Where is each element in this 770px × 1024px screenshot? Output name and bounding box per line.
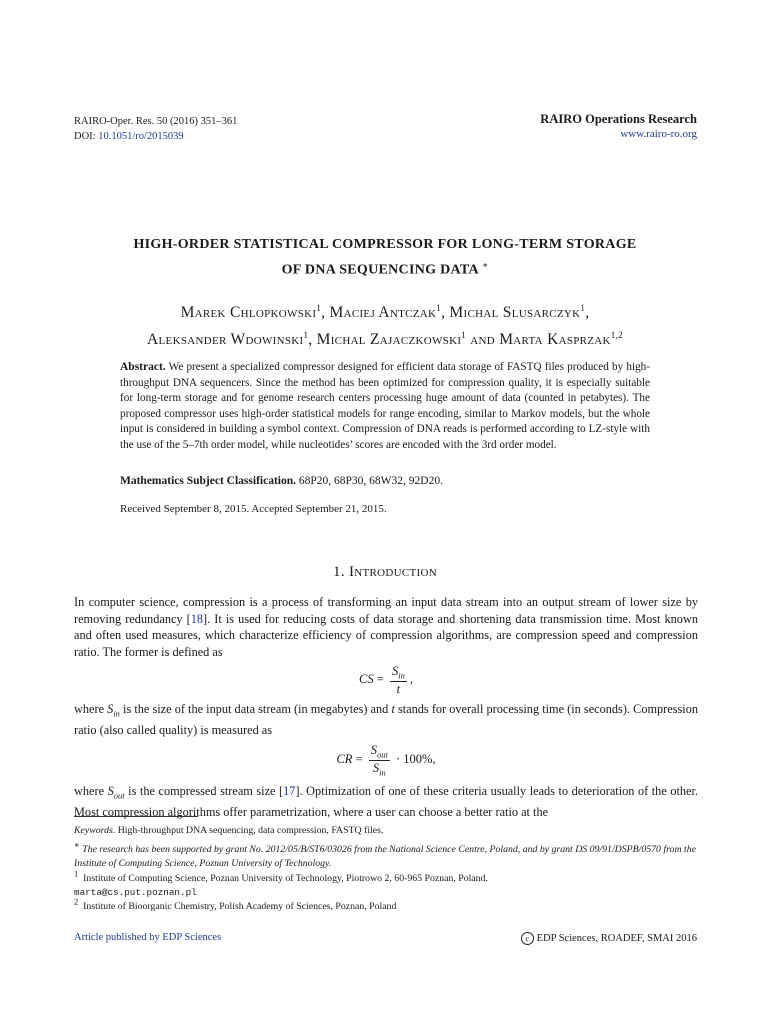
abstract-label: Abstract. bbox=[120, 361, 166, 373]
copyright-text: EDP Sciences, ROADEF, SMAI 2016 bbox=[536, 933, 697, 944]
body-paragraph bbox=[74, 701, 698, 738]
keywords-label: Keywords. bbox=[74, 825, 116, 836]
fraction-numerator bbox=[390, 664, 407, 682]
body-paragraph bbox=[74, 594, 698, 660]
affiliation-text: Institute of Bioorganic Chemistry, Polish Academy of Sciences, Poznan, Poland bbox=[83, 901, 397, 912]
author-line-1: Marek Chlopkowski$^1$, Maciej Antczak$^1$, Michal Slusarczyk$^1$, bbox=[180, 303, 590, 322]
footnote-funding bbox=[74, 839, 698, 870]
equation-lhs: CR bbox=[336, 751, 353, 766]
inline-math-sub: out bbox=[113, 790, 125, 801]
author-affiliation-mark: 1,2 bbox=[610, 330, 623, 341]
footnote-keywords bbox=[74, 824, 698, 838]
abstract-text: We present a specialized compressor designed for efficient data storage of FASTQ files produced by high-throughput DNA sequencers. Since the method has been optimized for compression quality, it is especially suitable for long-term storage and for genome research centers processing huge amount of data (counted in petabytes). The proposed compressor uses high-order statistical models for range encoding, similar to Markov models, but the whole input is considered in building a symbol context. Compression of DNA reads is performed according to LZ-style with the use of the 5–7th order model, while nucleotides’ scores are encoded with the 3rd order model. bbox=[120, 361, 650, 451]
footnote-divider bbox=[74, 816, 198, 817]
header-citation-block bbox=[74, 114, 237, 144]
keywords-text: High-throughput DNA sequencing, data compression, FASTQ files. bbox=[117, 825, 384, 836]
fraction-denominator bbox=[369, 761, 390, 778]
footnote-affiliation-1 bbox=[74, 868, 698, 899]
denominator-sub: in bbox=[379, 767, 386, 777]
numerator-var: S bbox=[370, 743, 377, 757]
paragraph-text: is the size of the input data stream (in megabytes) and bbox=[123, 702, 389, 716]
body-paragraph bbox=[74, 783, 698, 820]
author-line-2: Aleksander Wdowinski$^1$, Michal Zajaczkowski$^1$ and Marta Kasprzak$^{1,2}$ bbox=[147, 330, 623, 349]
author-affiliation-mark: 1 bbox=[580, 303, 586, 313]
copyright-notice bbox=[521, 932, 697, 945]
author-name: Michal Slusarczyk bbox=[449, 304, 581, 322]
footnote-mark: ∗ bbox=[74, 839, 80, 850]
author-affiliation-mark: 1 bbox=[303, 330, 309, 341]
inline-math-var: S bbox=[107, 784, 114, 798]
doi-line bbox=[74, 129, 237, 144]
title-line-1: HIGH-ORDER STATISTICAL COMPRESSOR FOR LONG-TERM STORAGE bbox=[133, 237, 637, 252]
footnote-mark: 2 bbox=[74, 896, 79, 907]
abstract bbox=[120, 360, 650, 453]
author-name: Michal Zajaczkowski bbox=[316, 331, 462, 349]
author-name: Marta Kasprzak bbox=[499, 331, 611, 349]
paragraph-text: ]. Optimization of one of these criteria usually leads to deterioration of the other. Most compression algorithms offer parametrization, where a user can choose a better ratio at the bbox=[74, 784, 698, 819]
section-heading bbox=[74, 564, 696, 581]
title-footnote-mark: ∗ bbox=[481, 260, 489, 270]
affiliation-text: Institute of Computing Science, Poznan University of Technology, Piotrowo 2, 60-965 Poznan, Poland. bbox=[83, 873, 488, 884]
title-line-2 bbox=[74, 255, 696, 281]
paragraph-text: where bbox=[74, 784, 105, 798]
journal-url-link[interactable]: www.rairo-ro.org bbox=[620, 128, 697, 140]
equation-compression-speed: CS = $\frac{S_{in}}{t}$ , bbox=[359, 664, 413, 696]
paragraph-text: ]. It is used for reducing costs of data storage and shortening data transmission time. Most known and often used measures, which characterize efficiency of compression algorithms, are compression speed and compression ratio. The former is defined as bbox=[74, 611, 698, 659]
msc-label: Mathematics Subject Classification. bbox=[120, 475, 296, 487]
author-affiliation-mark: 1 bbox=[436, 303, 442, 313]
author-list bbox=[74, 297, 696, 351]
inline-math-sub: in bbox=[113, 708, 120, 719]
paragraph-text: In computer science, compression is a process of transforming an input data stream into an output stream of lower size by removing redundancy [ bbox=[74, 595, 698, 626]
msc-classification bbox=[120, 474, 650, 489]
paragraph-text: is the compressed stream size [ bbox=[128, 784, 284, 798]
author-conjunction: and bbox=[470, 331, 496, 349]
inline-math-var: t bbox=[391, 702, 395, 716]
section-title: Introduction bbox=[348, 564, 437, 580]
paragraph-text: stands for overall processing time (in seconds). Compression ratio (also called quality) is measured as bbox=[74, 702, 699, 737]
paragraph-text: where bbox=[74, 702, 105, 716]
author-email[interactable]: marta@cs.put.poznan.pl bbox=[74, 886, 197, 898]
publisher-link[interactable]: Article published by EDP Sciences bbox=[74, 932, 222, 943]
section-number: 1. bbox=[333, 564, 345, 580]
footnote-affiliation-2 bbox=[74, 896, 698, 914]
numerator-sub: out bbox=[376, 749, 388, 760]
equation-compression-ratio: CR = $\frac{S_{out}}{S_{in}}$ · 100%, bbox=[336, 743, 436, 777]
equation-tail: · 100%, bbox=[395, 751, 436, 766]
doi-label: DOI: bbox=[74, 131, 96, 142]
header-journal-block bbox=[540, 112, 697, 142]
doi-link[interactable]: 10.1051/ro/2015039 bbox=[98, 131, 184, 142]
title-line-2-text: OF DNA SEQUENCING DATA bbox=[281, 262, 479, 278]
equation-fraction bbox=[390, 664, 407, 697]
journal-name: RAIRO Operations Research bbox=[540, 112, 697, 126]
msc-codes: 68P20, 68P30, 68W32, 92D20. bbox=[298, 475, 443, 487]
footnote-mark: 1 bbox=[74, 868, 79, 879]
author-affiliation-mark: 1 bbox=[316, 303, 322, 313]
received-dates: Received September 8, 2015. Accepted September 21, 2015. bbox=[120, 503, 387, 515]
fraction-numerator bbox=[369, 743, 390, 761]
author-name: Maciej Antczak bbox=[329, 304, 437, 322]
numerator-var: S bbox=[391, 664, 399, 678]
denominator-var: S bbox=[372, 760, 380, 775]
author-affiliation-mark: 1 bbox=[461, 330, 467, 341]
copyright-icon: c bbox=[521, 932, 534, 945]
inline-math-var: S bbox=[107, 702, 114, 716]
paper-title bbox=[74, 235, 696, 281]
fraction-denominator bbox=[390, 682, 407, 697]
citation-link[interactable]: 18 bbox=[190, 611, 204, 626]
journal-citation: RAIRO-Oper. Res. 50 (2016) 351–361 bbox=[74, 116, 238, 127]
author-name: Marek Chlopkowski bbox=[180, 304, 317, 322]
equation-fraction bbox=[369, 743, 390, 777]
author-name: Aleksander Wdowinski bbox=[147, 331, 304, 349]
citation-link[interactable]: 17 bbox=[283, 784, 296, 798]
denominator-var: t bbox=[396, 681, 401, 696]
funding-text: The research has been supported by grant No. 2012/05/B/ST6/03026 from the National Science Centre, Poland, and by grant DS 09/91/DSPB/0570 from the Institute of Computing Science, Poznan University of Technology. bbox=[74, 844, 696, 869]
numerator-sub: in bbox=[398, 670, 405, 681]
equation-lhs: CS bbox=[359, 672, 374, 687]
